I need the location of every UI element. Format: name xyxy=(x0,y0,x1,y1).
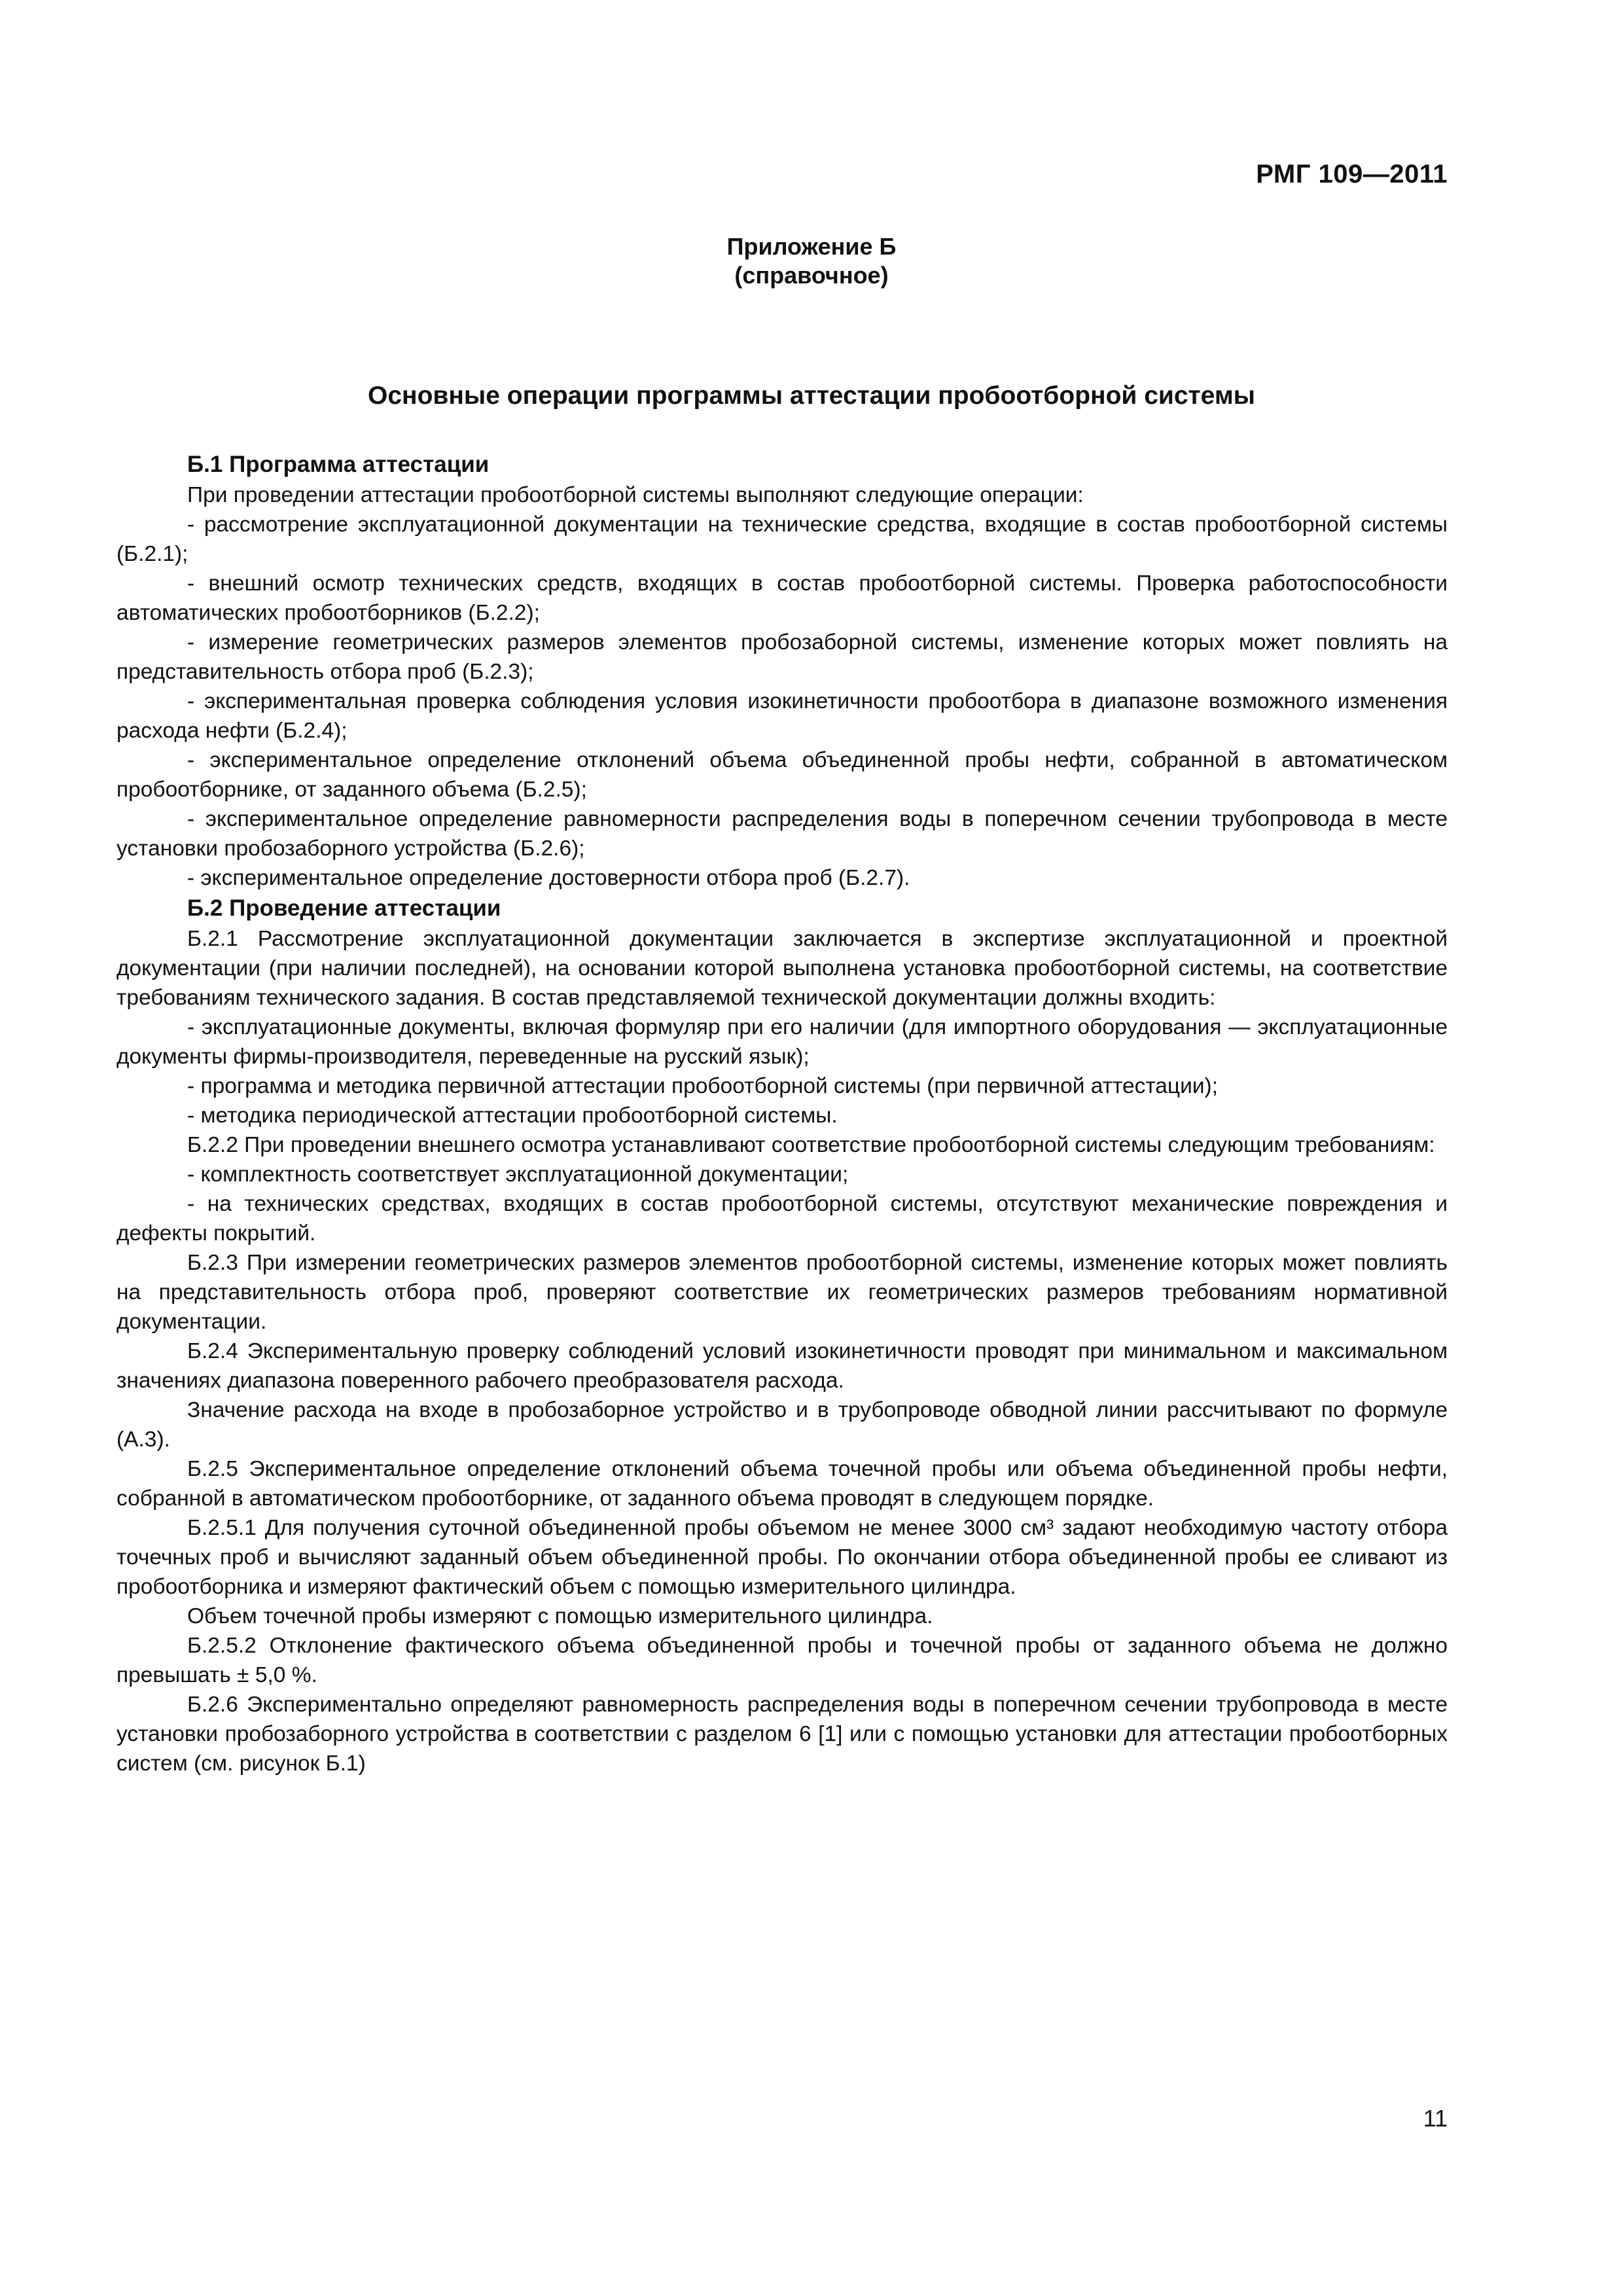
paragraph: Значение расхода на входе в пробозаборное устройство и в трубопроводе обводной линии рассчитывают по формуле (А.3). xyxy=(116,1398,1448,1452)
paragraph: Б.2.4 Экспериментальную проверку соблюдений условий изокинетичности проводят при минимальном и максимальном значениях диапазона поверенного рабочего преобразователя расхода. xyxy=(116,1339,1448,1393)
list-item: - экспериментальное определение равномерности распределения воды в поперечном сечении трубопровода в месте установки пробозаборного устройства (Б.2.6); xyxy=(116,807,1448,861)
paragraph: Объем точечной пробы измеряют с помощью измерительного цилиндра. xyxy=(187,1604,933,1628)
paragraph: - программа и методика первичной аттестации пробоотборной системы (при первичной аттестации); xyxy=(187,1074,1219,1098)
page-number: 11 xyxy=(1423,2105,1448,2132)
paragraph: Б.2.1 Рассмотрение эксплуатационной документации заключается в экспертизе эксплуатационной и проектной документации (при наличии последней), на основании которой выполнена установка пробоотборной системы, на соответствие требованиям технического задания. В состав представляемой технической документации должны входить: xyxy=(116,927,1448,1010)
paragraph: Б.2.5 Экспериментальное определение отклонений объема точечной пробы или объема объединенной пробы нефти, собранной в автоматическом пробоотборнике, от заданного объема проводят в следующем порядке. xyxy=(116,1457,1448,1511)
document-body xyxy=(116,449,1448,1778)
document-code: РМГ 109—2011 xyxy=(1256,160,1448,188)
page-title: Основные операции программы аттестации пробоотборной системы xyxy=(368,382,1255,410)
list-item: - экспериментальное определение достоверности отбора проб (Б.2.7). xyxy=(187,866,910,890)
list-item: - внешний осмотр технических средств, входящих в состав пробоотборной системы. Проверка работоспособности автоматических пробоотборников (Б.2.2); xyxy=(116,571,1448,625)
paragraph: Б.2.5.2 Отклонение фактического объема объединенной пробы и точечной пробы от заданного объема не должно превышать ± 5,0 %. xyxy=(116,1634,1448,1687)
paragraph: - комплектность соответствует эксплуатационной документации; xyxy=(187,1162,849,1187)
appendix-heading xyxy=(0,232,1623,290)
paragraph: Б.2.3 При измерении геометрических размеров элементов пробоотборной системы, изменение которых может повлиять на представительность отбора проб, проверяют соответствие их геометрических размеров требованиям нормативной документации. xyxy=(116,1251,1448,1334)
paragraph: Б.2.6 Экспериментально определяют равномерность распределения воды в поперечном сечении трубопровода в месте установки пробозаборного устройства в соответствии с разделом 6 [1] или с помощью установки для аттестации пробоотборных систем (см. рисунок Б.1) xyxy=(116,1693,1448,1776)
list-item: - рассмотрение эксплуатационной документации на технические средства, входящие в состав пробоотборной системы (Б.2.1); xyxy=(116,512,1448,566)
list-item: - экспериментальное определение отклонений объема объединенной пробы нефти, собранной в автоматическом пробоотборнике, от заданного объема (Б.2.5); xyxy=(116,748,1448,802)
paragraph: - методика периодической аттестации пробоотборной системы. xyxy=(187,1103,838,1128)
section-heading-b1: Б.1 Программа аттестации xyxy=(187,452,490,477)
paragraph: - эксплуатационные документы, включая формуляр при его наличии (для импортного оборудования — эксплуатационные документы фирмы-производителя, переведенные на русский язык); xyxy=(116,1015,1448,1069)
appendix-type: (справочное) xyxy=(734,262,889,289)
list-item: - экспериментальная проверка соблюдения условия изокинетичности пробоотбора в диапазоне возможного изменения расхода нефти (Б.2.4); xyxy=(116,689,1448,743)
section-b1-intro: При проведении аттестации пробоотборной системы выполняют следующие операции: xyxy=(187,483,1084,507)
paragraph: Б.2.2 При проведении внешнего осмотра устанавливают соответствие пробоотборной системы следующим требованиям: xyxy=(187,1133,1435,1157)
section-heading-b2: Б.2 Проведение аттестации xyxy=(187,895,501,921)
paragraph: - на технических средствах, входящих в состав пробоотборной системы, отсутствуют механические повреждения и дефекты покрытий. xyxy=(116,1192,1448,1246)
appendix-label: Приложение Б xyxy=(726,233,897,260)
paragraph: Б.2.5.1 Для получения суточной объединенной пробы объемом не менее 3000 см³ задают необходимую частоту отбора точечных проб и вычисляют заданный объем объединенной пробы. По окончании отбора объединенной пробы ее сливают из пробоотборника и измеряют фактический объем с помощью измерительного цилиндра. xyxy=(116,1516,1448,1599)
list-item: - измерение геометрических размеров элементов пробозаборной системы, изменение которых может повлиять на представительность отбора проб (Б.2.3); xyxy=(116,630,1448,684)
